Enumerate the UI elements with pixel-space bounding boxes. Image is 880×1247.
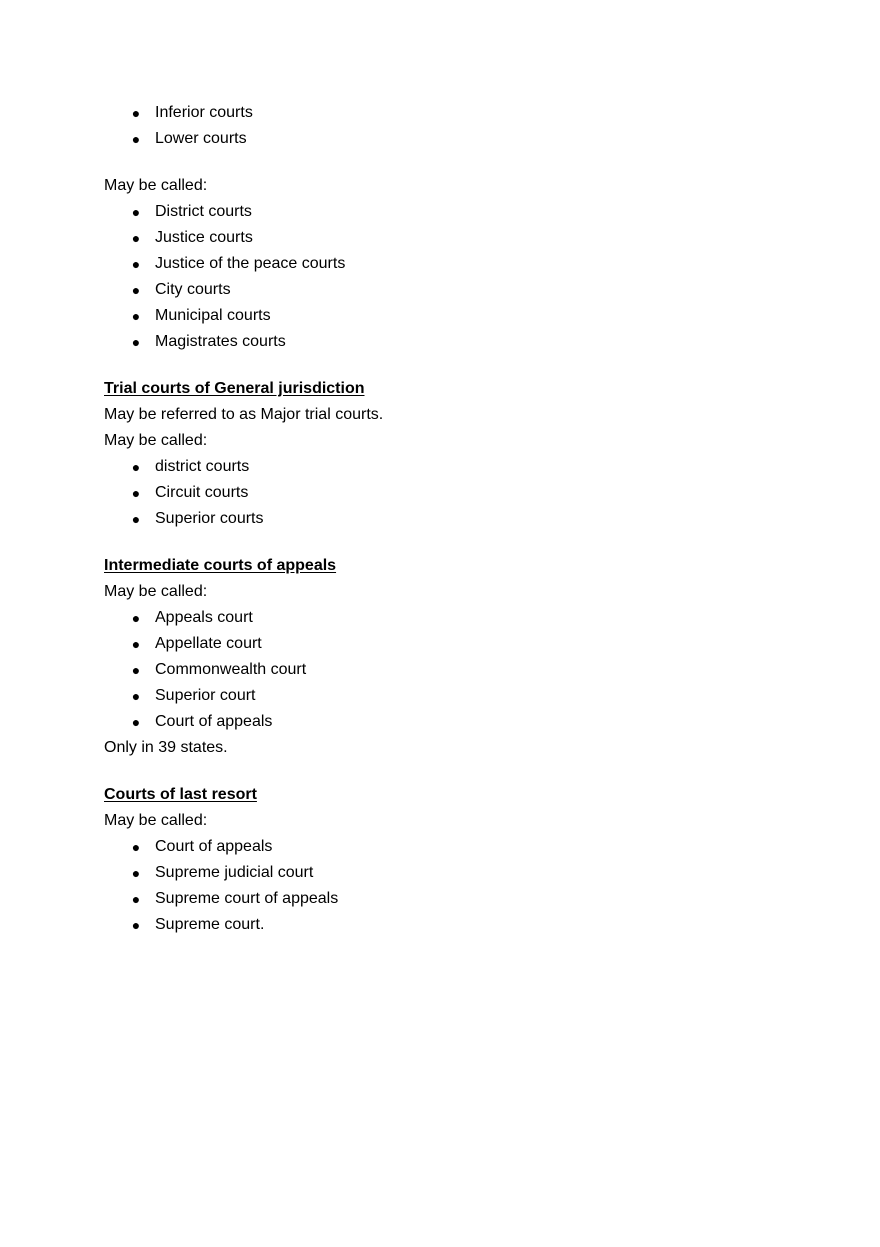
bullet-icon: ● (131, 636, 141, 652)
list-item: ● Circuit courts (104, 480, 804, 506)
list-item: ● Superior courts (104, 506, 804, 532)
list-item: ● Supreme court of appeals (104, 886, 804, 912)
list-item: ● Court of appeals (104, 709, 804, 735)
bullet-icon: ● (131, 917, 141, 933)
list-item: ● Appeals court (104, 605, 804, 631)
limited-jurisdiction-section (104, 173, 804, 355)
bullet-icon: ● (131, 485, 141, 501)
bullet-icon: ● (131, 688, 141, 704)
list-item: ● District courts (104, 199, 804, 225)
bullet-icon: ● (131, 714, 141, 730)
list-item: ● City courts (104, 277, 804, 303)
bullet-icon: ● (131, 891, 141, 907)
called-label: May be called: (104, 432, 208, 449)
list-item: ● Justice courts (104, 225, 804, 251)
bullet-icon: ● (131, 308, 141, 324)
section-note: May be referred to as Major trial courts. (104, 406, 384, 423)
bullet-icon: ● (131, 204, 141, 220)
bullet-icon: ● (131, 865, 141, 881)
general-jurisdiction-section (104, 376, 804, 532)
intermediate-appeals-section (104, 553, 804, 761)
last-resort-section (104, 782, 804, 938)
list-item: ● Magistrates courts (104, 329, 804, 355)
list-item: ● Justice of the peace courts (104, 251, 804, 277)
bullet-icon: ● (131, 131, 141, 147)
list-item: ● Municipal courts (104, 303, 804, 329)
section-heading: Courts of last resort (104, 786, 257, 803)
list-item: ● Lower courts (104, 126, 804, 152)
bullet-icon: ● (131, 662, 141, 678)
bullet-icon: ● (131, 334, 141, 350)
bullet-icon: ● (131, 105, 141, 121)
called-label: May be called: (104, 812, 208, 829)
list-item: ● Commonwealth court (104, 657, 804, 683)
called-label: May be called: (104, 583, 208, 600)
intro-bullet-list (104, 100, 804, 152)
document-page (104, 100, 804, 938)
list-item: ● district courts (104, 454, 804, 480)
section-heading: Trial courts of General jurisdiction (104, 380, 365, 397)
called-label: May be called: (104, 177, 208, 194)
list-item: ● Appellate court (104, 631, 804, 657)
list-item: ● Inferior courts (104, 100, 804, 126)
bullet-icon: ● (131, 230, 141, 246)
list-item: ● Supreme judicial court (104, 860, 804, 886)
section-note: Only in 39 states. (104, 739, 228, 756)
bullet-icon: ● (131, 839, 141, 855)
bullet-icon: ● (131, 256, 141, 272)
bullet-icon: ● (131, 610, 141, 626)
bullet-icon: ● (131, 511, 141, 527)
section-heading: Intermediate courts of appeals (104, 557, 337, 574)
bullet-icon: ● (131, 459, 141, 475)
list-item: ● Superior court (104, 683, 804, 709)
list-item: ● Supreme court. (104, 912, 804, 938)
bullet-icon: ● (131, 282, 141, 298)
list-item: ● Court of appeals (104, 834, 804, 860)
